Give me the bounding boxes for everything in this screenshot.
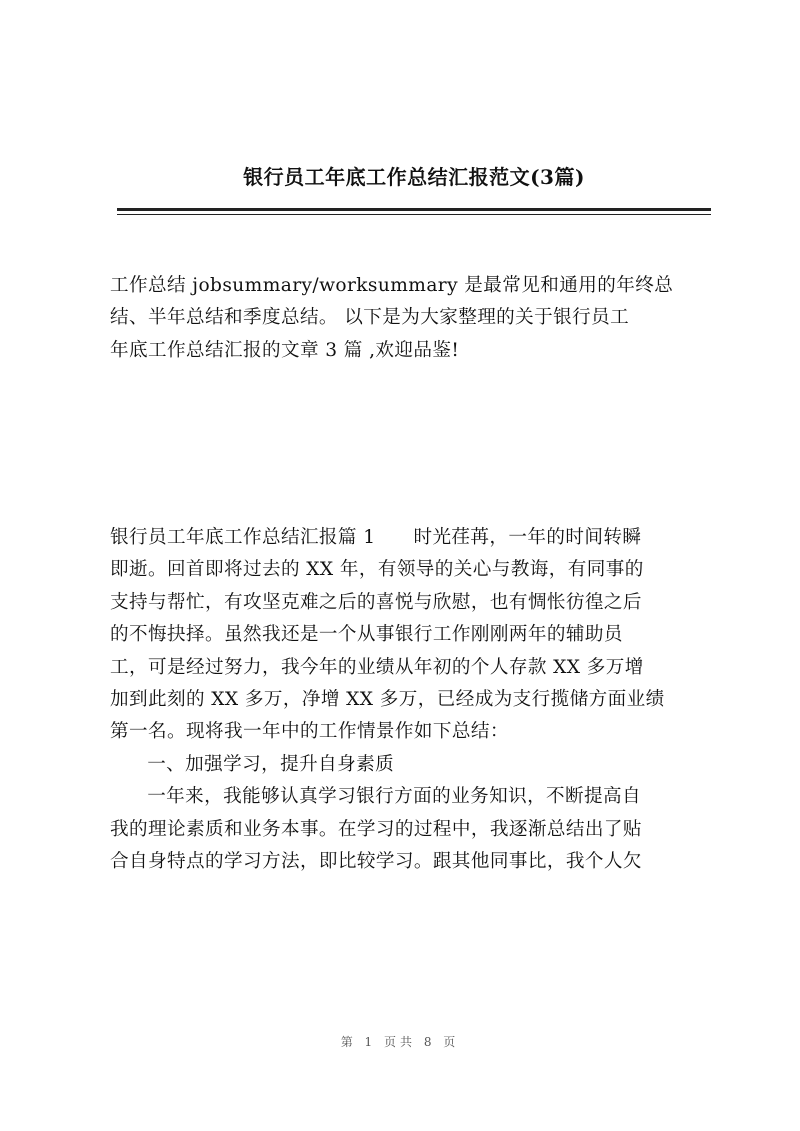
document-title: 银行员工年底工作总结汇报范文(3篇) [243, 165, 585, 189]
section-line: 我的理论素质和业务本事。在学习的过程中，我逐渐总结出了贴 [110, 818, 642, 840]
intro-line: 工作总结 jobsummary/worksummary 是最常见和通用的年终总 [110, 275, 674, 296]
body-line: 加到此刻的 XX 多万，净增 XX 多万，已经成为支行揽储方面业绩 [110, 689, 665, 711]
title-divider [117, 208, 711, 211]
body-line: 工，可是经过努力，我今年的业绩从年初的个人存款 XX 多万增 [110, 656, 644, 678]
intro-line: 结、半年总结和季度总结。 以下是为大家整理的关于银行员工 [110, 307, 630, 329]
body-line: 的不悔抉择。虽然我还是一个从事银行工作刚刚两年的辅助员 [110, 624, 623, 646]
body-line: 银行员工年底工作总结汇报篇 1 时光荏苒，一年的时间转瞬 [110, 527, 642, 548]
body-line: 即逝。回首即将过去的 XX 年，有领导的关心与教诲，有同事的 [110, 559, 644, 581]
page-number-footer: 第 1 页共 8 页 [340, 1035, 460, 1049]
body-line: 第一名。现将我一年中的工作情景作如下总结： [110, 721, 509, 743]
body-line: 支持与帮忙，有攻坚克难之后的喜悦与欣慰，也有惆怅彷徨之后 [110, 591, 642, 613]
section-heading: 一、加强学习，提升自身素质 [147, 753, 395, 775]
section-line: 一年来，我能够认真学习银行方面的业务知识，不断提高自 [147, 786, 642, 808]
article-body [110, 522, 706, 878]
intro-line: 年底工作总结汇报的文章 3 篇 ,欢迎品鉴! [110, 339, 460, 361]
section-line: 合自身特点的学习方法，即比较学习。跟其他同事比，我个人欠 [110, 851, 642, 873]
intro-paragraph [110, 270, 706, 367]
title-divider-thin [117, 214, 711, 215]
